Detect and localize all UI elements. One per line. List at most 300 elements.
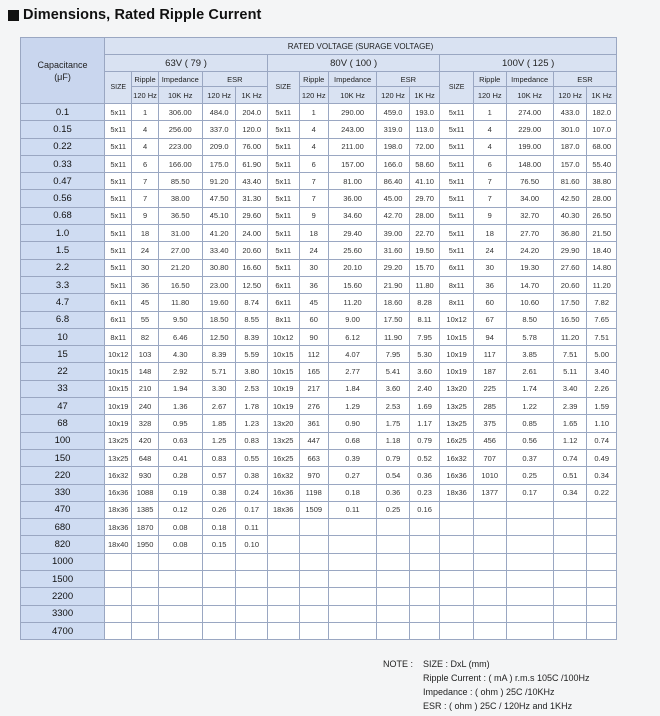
size-cell: 10x15	[267, 346, 299, 363]
ripple-cell: 6	[299, 155, 328, 172]
esr-120hz-cell: 47.50	[202, 190, 236, 207]
esr-1khz-cell: 0.74	[587, 432, 617, 449]
esr-120hz-cell: 45.10	[202, 207, 236, 224]
esr-120hz-cell: 17.50	[377, 311, 410, 328]
ripple-cell: 55	[132, 311, 158, 328]
table-row	[21, 104, 617, 121]
impedance-cell: 199.00	[506, 138, 553, 155]
esr-120hz-cell	[553, 605, 587, 622]
title-square-icon	[8, 10, 19, 21]
esr-120hz-cell: 175.0	[202, 155, 236, 172]
esr-120hz-cell: 0.57	[202, 467, 236, 484]
ripple-cell	[299, 519, 328, 536]
ripple-cell: 4	[473, 121, 506, 138]
esr-120hz-cell: 209.0	[202, 138, 236, 155]
ripple-cell: 36	[299, 276, 328, 293]
size-cell	[267, 553, 299, 570]
esr-120hz-cell: 2.39	[553, 398, 587, 415]
impedance-cell: 19.30	[506, 259, 553, 276]
ripple-cell: 24	[132, 242, 158, 259]
esr-120hz-cell	[202, 571, 236, 588]
esr-1khz-cell	[409, 536, 439, 553]
size-header: SIZE	[267, 72, 299, 104]
esr-1khz-cell	[587, 501, 617, 518]
impedance-cell	[328, 519, 376, 536]
size-cell: 5x11	[105, 121, 132, 138]
esr-120hz-cell: 337.0	[202, 121, 236, 138]
table-row	[21, 484, 617, 501]
capacitance-cell: 0.56	[21, 190, 105, 207]
ripple-cell: 4	[299, 121, 328, 138]
ripple-cell: 45	[299, 294, 328, 311]
esr-1khz-cell: 5.00	[587, 346, 617, 363]
esr-120hz-cell: 1.75	[377, 415, 410, 432]
size-cell: 5x11	[440, 121, 474, 138]
esr-1khz-cell: 7.82	[587, 294, 617, 311]
esr-120hz-cell: 0.36	[377, 484, 410, 501]
impedance-cell: 25.60	[328, 242, 376, 259]
ripple-cell	[299, 553, 328, 570]
ripple-cell	[299, 536, 328, 553]
impedance-cell: 1.94	[158, 380, 202, 397]
ripple-cell: 1509	[299, 501, 328, 518]
esr-1khz-cell	[587, 553, 617, 570]
esr-120hz-cell: 166.0	[377, 155, 410, 172]
table-row	[21, 207, 617, 224]
esr-120hz-cell: 5.71	[202, 363, 236, 380]
impedance-cell: 38.00	[158, 190, 202, 207]
esr-1khz-cell: 0.23	[409, 484, 439, 501]
esr-120hz-cell	[377, 588, 410, 605]
esr-1khz-cell: 8.55	[236, 311, 268, 328]
capacitance-cell: 330	[21, 484, 105, 501]
esr-1khz-cell: 0.49	[587, 449, 617, 466]
esr-1khz-cell	[409, 571, 439, 588]
esr-1khz-cell	[409, 588, 439, 605]
esr-120hz-cell: 29.20	[377, 259, 410, 276]
size-cell: 5x11	[440, 173, 474, 190]
size-cell: 5x11	[105, 138, 132, 155]
size-cell: 16x36	[440, 467, 474, 484]
ripple-cell: 60	[299, 311, 328, 328]
impedance-cell: 0.11	[328, 501, 376, 518]
size-cell: 8x11	[105, 328, 132, 345]
esr-120hz-cell: 5.41	[377, 363, 410, 380]
esr-120hz-cell: 3.40	[553, 380, 587, 397]
size-cell: 13x25	[105, 449, 132, 466]
impedance-cell: 223.00	[158, 138, 202, 155]
esr-120hz-cell: 319.0	[377, 121, 410, 138]
size-cell: 10x19	[105, 415, 132, 432]
esr-120hz-cell: 301.0	[553, 121, 587, 138]
size-cell: 16x32	[267, 467, 299, 484]
impedance-cell	[328, 605, 376, 622]
voltage-group-63v: 63V ( 79 )	[105, 55, 268, 72]
impedance-cell: 85.50	[158, 173, 202, 190]
size-cell: 13x20	[267, 415, 299, 432]
esr-1khz-cell: 204.0	[236, 104, 268, 121]
size-cell	[440, 501, 474, 518]
size-cell: 10x12	[267, 328, 299, 345]
esr-120hz-cell: 42.70	[377, 207, 410, 224]
esr-1khz-cell: 0.17	[236, 501, 268, 518]
impedance-cell: 0.28	[158, 467, 202, 484]
size-header: SIZE	[440, 72, 474, 104]
size-cell: 8x11	[440, 294, 474, 311]
capacitance-cell: 150	[21, 449, 105, 466]
esr-120hz-cell: 7.51	[553, 346, 587, 363]
ripple-cell: 1088	[132, 484, 158, 501]
size-cell: 13x25	[440, 415, 474, 432]
ripple-cell: 1950	[132, 536, 158, 553]
size-cell: 10x19	[440, 346, 474, 363]
table-row	[21, 155, 617, 172]
impedance-cell: 81.00	[328, 173, 376, 190]
size-cell: 10x19	[267, 380, 299, 397]
esr-1khz-cell: 43.40	[236, 173, 268, 190]
note-line: Ripple Current : ( mA ) r.m.s 105C /100Hz	[423, 673, 590, 683]
ripple-cell: 648	[132, 449, 158, 466]
capacitance-cell: 4.7	[21, 294, 105, 311]
impedance-cell: 0.56	[506, 432, 553, 449]
ripple-cell	[473, 536, 506, 553]
esr-120hz-cell: 0.83	[202, 449, 236, 466]
esr-1khz-cell: 19.50	[409, 242, 439, 259]
esr-120hz-cell	[377, 571, 410, 588]
esr-1khz-cell: 26.50	[587, 207, 617, 224]
esr-120hz-cell	[202, 605, 236, 622]
size-cell: 13x20	[440, 380, 474, 397]
capacitance-cell: 33	[21, 380, 105, 397]
capacitance-cell: 0.68	[21, 207, 105, 224]
esr-120hz-cell: 1.18	[377, 432, 410, 449]
esr-1khz-cell	[587, 588, 617, 605]
esr-120hz-cell	[202, 588, 236, 605]
esr-120hz-cell: 16.50	[553, 311, 587, 328]
impedance-cell: 20.10	[328, 259, 376, 276]
impedance-header: Impedance	[328, 72, 376, 87]
size-cell: 10x12	[440, 311, 474, 328]
freq-header: 10K Hz	[328, 87, 376, 104]
esr-120hz-cell: 433.0	[553, 104, 587, 121]
esr-1khz-cell: 7.51	[587, 328, 617, 345]
esr-1khz-cell	[587, 571, 617, 588]
size-cell: 5x11	[267, 121, 299, 138]
impedance-cell: 0.17	[506, 484, 553, 501]
note-line: SIZE : DxL (mm)	[423, 659, 490, 669]
esr-120hz-cell: 39.00	[377, 225, 410, 242]
impedance-cell	[158, 588, 202, 605]
esr-120hz-cell: 11.90	[377, 328, 410, 345]
rated-voltage-header: RATED VOLTAGE (SURAGE VOLTAGE)	[105, 38, 617, 55]
esr-120hz-cell: 20.60	[553, 276, 587, 293]
esr-120hz-cell: 86.40	[377, 173, 410, 190]
impedance-cell	[328, 553, 376, 570]
spec-table	[20, 37, 617, 640]
size-cell	[105, 622, 132, 639]
capacitance-cell: 0.1	[21, 104, 105, 121]
esr-120hz-cell	[553, 571, 587, 588]
impedance-cell: 36.50	[158, 207, 202, 224]
size-cell	[267, 622, 299, 639]
impedance-cell	[328, 588, 376, 605]
impedance-cell: 2.61	[506, 363, 553, 380]
esr-1khz-cell: 28.00	[409, 207, 439, 224]
ripple-cell: 67	[473, 311, 506, 328]
esr-120hz-cell: 18.50	[202, 311, 236, 328]
ripple-cell: 1	[473, 104, 506, 121]
ripple-cell: 930	[132, 467, 158, 484]
size-cell	[440, 571, 474, 588]
impedance-cell: 1.74	[506, 380, 553, 397]
esr-120hz-cell: 187.0	[553, 138, 587, 155]
esr-120hz-cell: 157.0	[553, 155, 587, 172]
impedance-cell	[328, 536, 376, 553]
size-cell: 5x11	[105, 242, 132, 259]
esr-120hz-cell: 8.39	[202, 346, 236, 363]
freq-header: 120 Hz	[553, 87, 587, 104]
impedance-cell: 16.50	[158, 276, 202, 293]
esr-1khz-cell: 58.60	[409, 155, 439, 172]
esr-1khz-cell: 182.0	[587, 104, 617, 121]
ripple-cell	[132, 605, 158, 622]
ripple-cell: 148	[132, 363, 158, 380]
esr-120hz-cell: 45.00	[377, 190, 410, 207]
size-cell: 13x25	[267, 432, 299, 449]
esr-120hz-cell: 3.60	[377, 380, 410, 397]
esr-120hz-cell	[553, 519, 587, 536]
size-cell	[105, 588, 132, 605]
note-line: Impedance : ( ohm ) 25C /10KHz	[423, 687, 555, 697]
capacitance-cell: 1500	[21, 571, 105, 588]
size-cell: 5x11	[267, 138, 299, 155]
title-text: Dimensions, Rated Ripple Current	[23, 7, 262, 23]
esr-1khz-cell: 0.10	[236, 536, 268, 553]
impedance-cell	[506, 553, 553, 570]
freq-header: 1K Hz	[587, 87, 617, 104]
esr-1khz-cell	[409, 622, 439, 639]
impedance-cell	[506, 588, 553, 605]
capacitance-cell: 0.47	[21, 173, 105, 190]
ripple-cell	[132, 588, 158, 605]
ripple-cell: 117	[473, 346, 506, 363]
esr-120hz-cell: 2.53	[377, 398, 410, 415]
impedance-cell: 2.92	[158, 363, 202, 380]
ripple-cell: 456	[473, 432, 506, 449]
esr-120hz-cell: 0.79	[377, 449, 410, 466]
esr-1khz-cell	[236, 553, 268, 570]
esr-1khz-cell: 61.90	[236, 155, 268, 172]
impedance-cell: 306.00	[158, 104, 202, 121]
ripple-cell: 24	[473, 242, 506, 259]
table-row	[21, 415, 617, 432]
size-cell: 18x36	[105, 501, 132, 518]
ripple-cell: 4	[132, 138, 158, 155]
impedance-cell: 36.00	[328, 190, 376, 207]
capacitance-cell: 3300	[21, 605, 105, 622]
impedance-cell: 0.08	[158, 519, 202, 536]
capacitance-header-line2: (μF)	[54, 71, 71, 82]
esr-1khz-cell: 0.24	[236, 484, 268, 501]
impedance-cell: 1.29	[328, 398, 376, 415]
ripple-cell: 7	[299, 190, 328, 207]
size-cell	[105, 553, 132, 570]
capacitance-cell: 100	[21, 432, 105, 449]
capacitance-cell: 1.5	[21, 242, 105, 259]
impedance-cell: 6.12	[328, 328, 376, 345]
size-cell: 16x25	[440, 432, 474, 449]
ripple-cell: 4	[473, 138, 506, 155]
table-row	[21, 571, 617, 588]
ripple-cell: 45	[132, 294, 158, 311]
esr-1khz-cell: 3.80	[236, 363, 268, 380]
size-cell: 5x11	[105, 155, 132, 172]
size-cell: 5x11	[105, 225, 132, 242]
ripple-cell	[132, 571, 158, 588]
ripple-cell: 1	[132, 104, 158, 121]
ripple-cell: 36	[132, 276, 158, 293]
esr-120hz-cell	[553, 622, 587, 639]
esr-1khz-cell	[236, 588, 268, 605]
size-cell: 5x11	[440, 138, 474, 155]
esr-1khz-cell: 0.83	[236, 432, 268, 449]
esr-1khz-cell: 5.59	[236, 346, 268, 363]
section-title	[8, 6, 261, 24]
esr-1khz-cell: 3.40	[587, 363, 617, 380]
impedance-cell: 0.37	[506, 449, 553, 466]
impedance-cell: 229.00	[506, 121, 553, 138]
esr-1khz-cell: 24.00	[236, 225, 268, 242]
capacitance-header	[21, 38, 105, 104]
ripple-cell: 103	[132, 346, 158, 363]
ripple-cell: 7	[299, 173, 328, 190]
impedance-cell: 4.30	[158, 346, 202, 363]
esr-120hz-cell: 459.0	[377, 104, 410, 121]
impedance-cell: 34.00	[506, 190, 553, 207]
ripple-cell: 210	[132, 380, 158, 397]
size-cell	[440, 622, 474, 639]
ripple-cell: 30	[473, 259, 506, 276]
ripple-cell	[299, 605, 328, 622]
capacitance-cell: 680	[21, 519, 105, 536]
esr-120hz-cell: 0.15	[202, 536, 236, 553]
esr-1khz-cell	[587, 622, 617, 639]
esr-1khz-cell: 3.60	[409, 363, 439, 380]
esr-1khz-cell: 0.38	[236, 467, 268, 484]
esr-120hz-cell: 11.20	[553, 328, 587, 345]
capacitance-cell: 1000	[21, 553, 105, 570]
ripple-cell: 30	[299, 259, 328, 276]
esr-1khz-cell	[409, 519, 439, 536]
note-line: ESR : ( ohm ) 25C / 120Hz and 1KHz	[423, 701, 573, 711]
esr-120hz-cell: 41.20	[202, 225, 236, 242]
impedance-cell: 10.60	[506, 294, 553, 311]
esr-120hz-cell: 1.12	[553, 432, 587, 449]
ripple-cell	[299, 622, 328, 639]
table-row	[21, 363, 617, 380]
size-cell: 6x11	[105, 311, 132, 328]
table-row	[21, 121, 617, 138]
impedance-cell: 6.46	[158, 328, 202, 345]
ripple-cell: 7	[473, 173, 506, 190]
esr-1khz-cell: 11.20	[587, 276, 617, 293]
esr-120hz-cell: 12.50	[202, 328, 236, 345]
esr-1khz-cell: 7.95	[409, 328, 439, 345]
esr-1khz-cell: 0.36	[409, 467, 439, 484]
impedance-cell: 4.07	[328, 346, 376, 363]
size-cell	[267, 519, 299, 536]
size-cell: 5x11	[105, 104, 132, 121]
size-cell: 10x15	[105, 363, 132, 380]
esr-120hz-cell: 18.60	[377, 294, 410, 311]
impedance-cell: 0.08	[158, 536, 202, 553]
esr-1khz-cell: 8.39	[236, 328, 268, 345]
ripple-cell: 36	[473, 276, 506, 293]
size-cell: 5x11	[267, 207, 299, 224]
impedance-cell: 5.78	[506, 328, 553, 345]
freq-header: 120 Hz	[299, 87, 328, 104]
ripple-cell: 447	[299, 432, 328, 449]
impedance-cell	[506, 571, 553, 588]
capacitance-cell: 4700	[21, 622, 105, 639]
table-row	[21, 432, 617, 449]
size-header: SIZE	[105, 72, 132, 104]
impedance-cell: 0.19	[158, 484, 202, 501]
esr-1khz-cell: 1.17	[409, 415, 439, 432]
impedance-cell: 0.12	[158, 501, 202, 518]
esr-1khz-cell: 15.70	[409, 259, 439, 276]
impedance-cell: 243.00	[328, 121, 376, 138]
size-cell: 5x11	[440, 104, 474, 121]
esr-120hz-cell	[553, 536, 587, 553]
size-cell: 10x15	[105, 380, 132, 397]
ripple-cell: 6	[473, 155, 506, 172]
capacitance-cell: 22	[21, 363, 105, 380]
voltage-group-100v: 100V ( 125 )	[440, 55, 617, 72]
table-row	[21, 398, 617, 415]
size-cell: 6x11	[267, 276, 299, 293]
esr-1khz-cell	[236, 605, 268, 622]
esr-1khz-cell: 8.28	[409, 294, 439, 311]
size-cell	[440, 519, 474, 536]
impedance-header: Impedance	[506, 72, 553, 87]
table-row	[21, 449, 617, 466]
size-cell: 5x11	[267, 259, 299, 276]
impedance-cell: 157.00	[328, 155, 376, 172]
size-cell: 16x36	[267, 484, 299, 501]
ripple-cell	[473, 588, 506, 605]
ripple-cell: 663	[299, 449, 328, 466]
esr-120hz-cell	[377, 605, 410, 622]
capacitance-header-line1: Capacitance	[37, 59, 88, 70]
esr-120hz-cell: 36.80	[553, 225, 587, 242]
capacitance-cell: 10	[21, 328, 105, 345]
esr-120hz-cell	[377, 519, 410, 536]
ripple-cell	[473, 519, 506, 536]
table-row	[21, 173, 617, 190]
impedance-cell	[506, 519, 553, 536]
size-cell: 10x15	[440, 328, 474, 345]
impedance-cell: 274.00	[506, 104, 553, 121]
freq-header: 120 Hz	[132, 87, 158, 104]
impedance-cell	[158, 571, 202, 588]
ripple-header: Ripple	[299, 72, 328, 87]
esr-1khz-cell: 113.0	[409, 121, 439, 138]
table-row	[21, 242, 617, 259]
ripple-cell: 18	[299, 225, 328, 242]
ripple-cell: 1870	[132, 519, 158, 536]
ripple-cell	[473, 605, 506, 622]
